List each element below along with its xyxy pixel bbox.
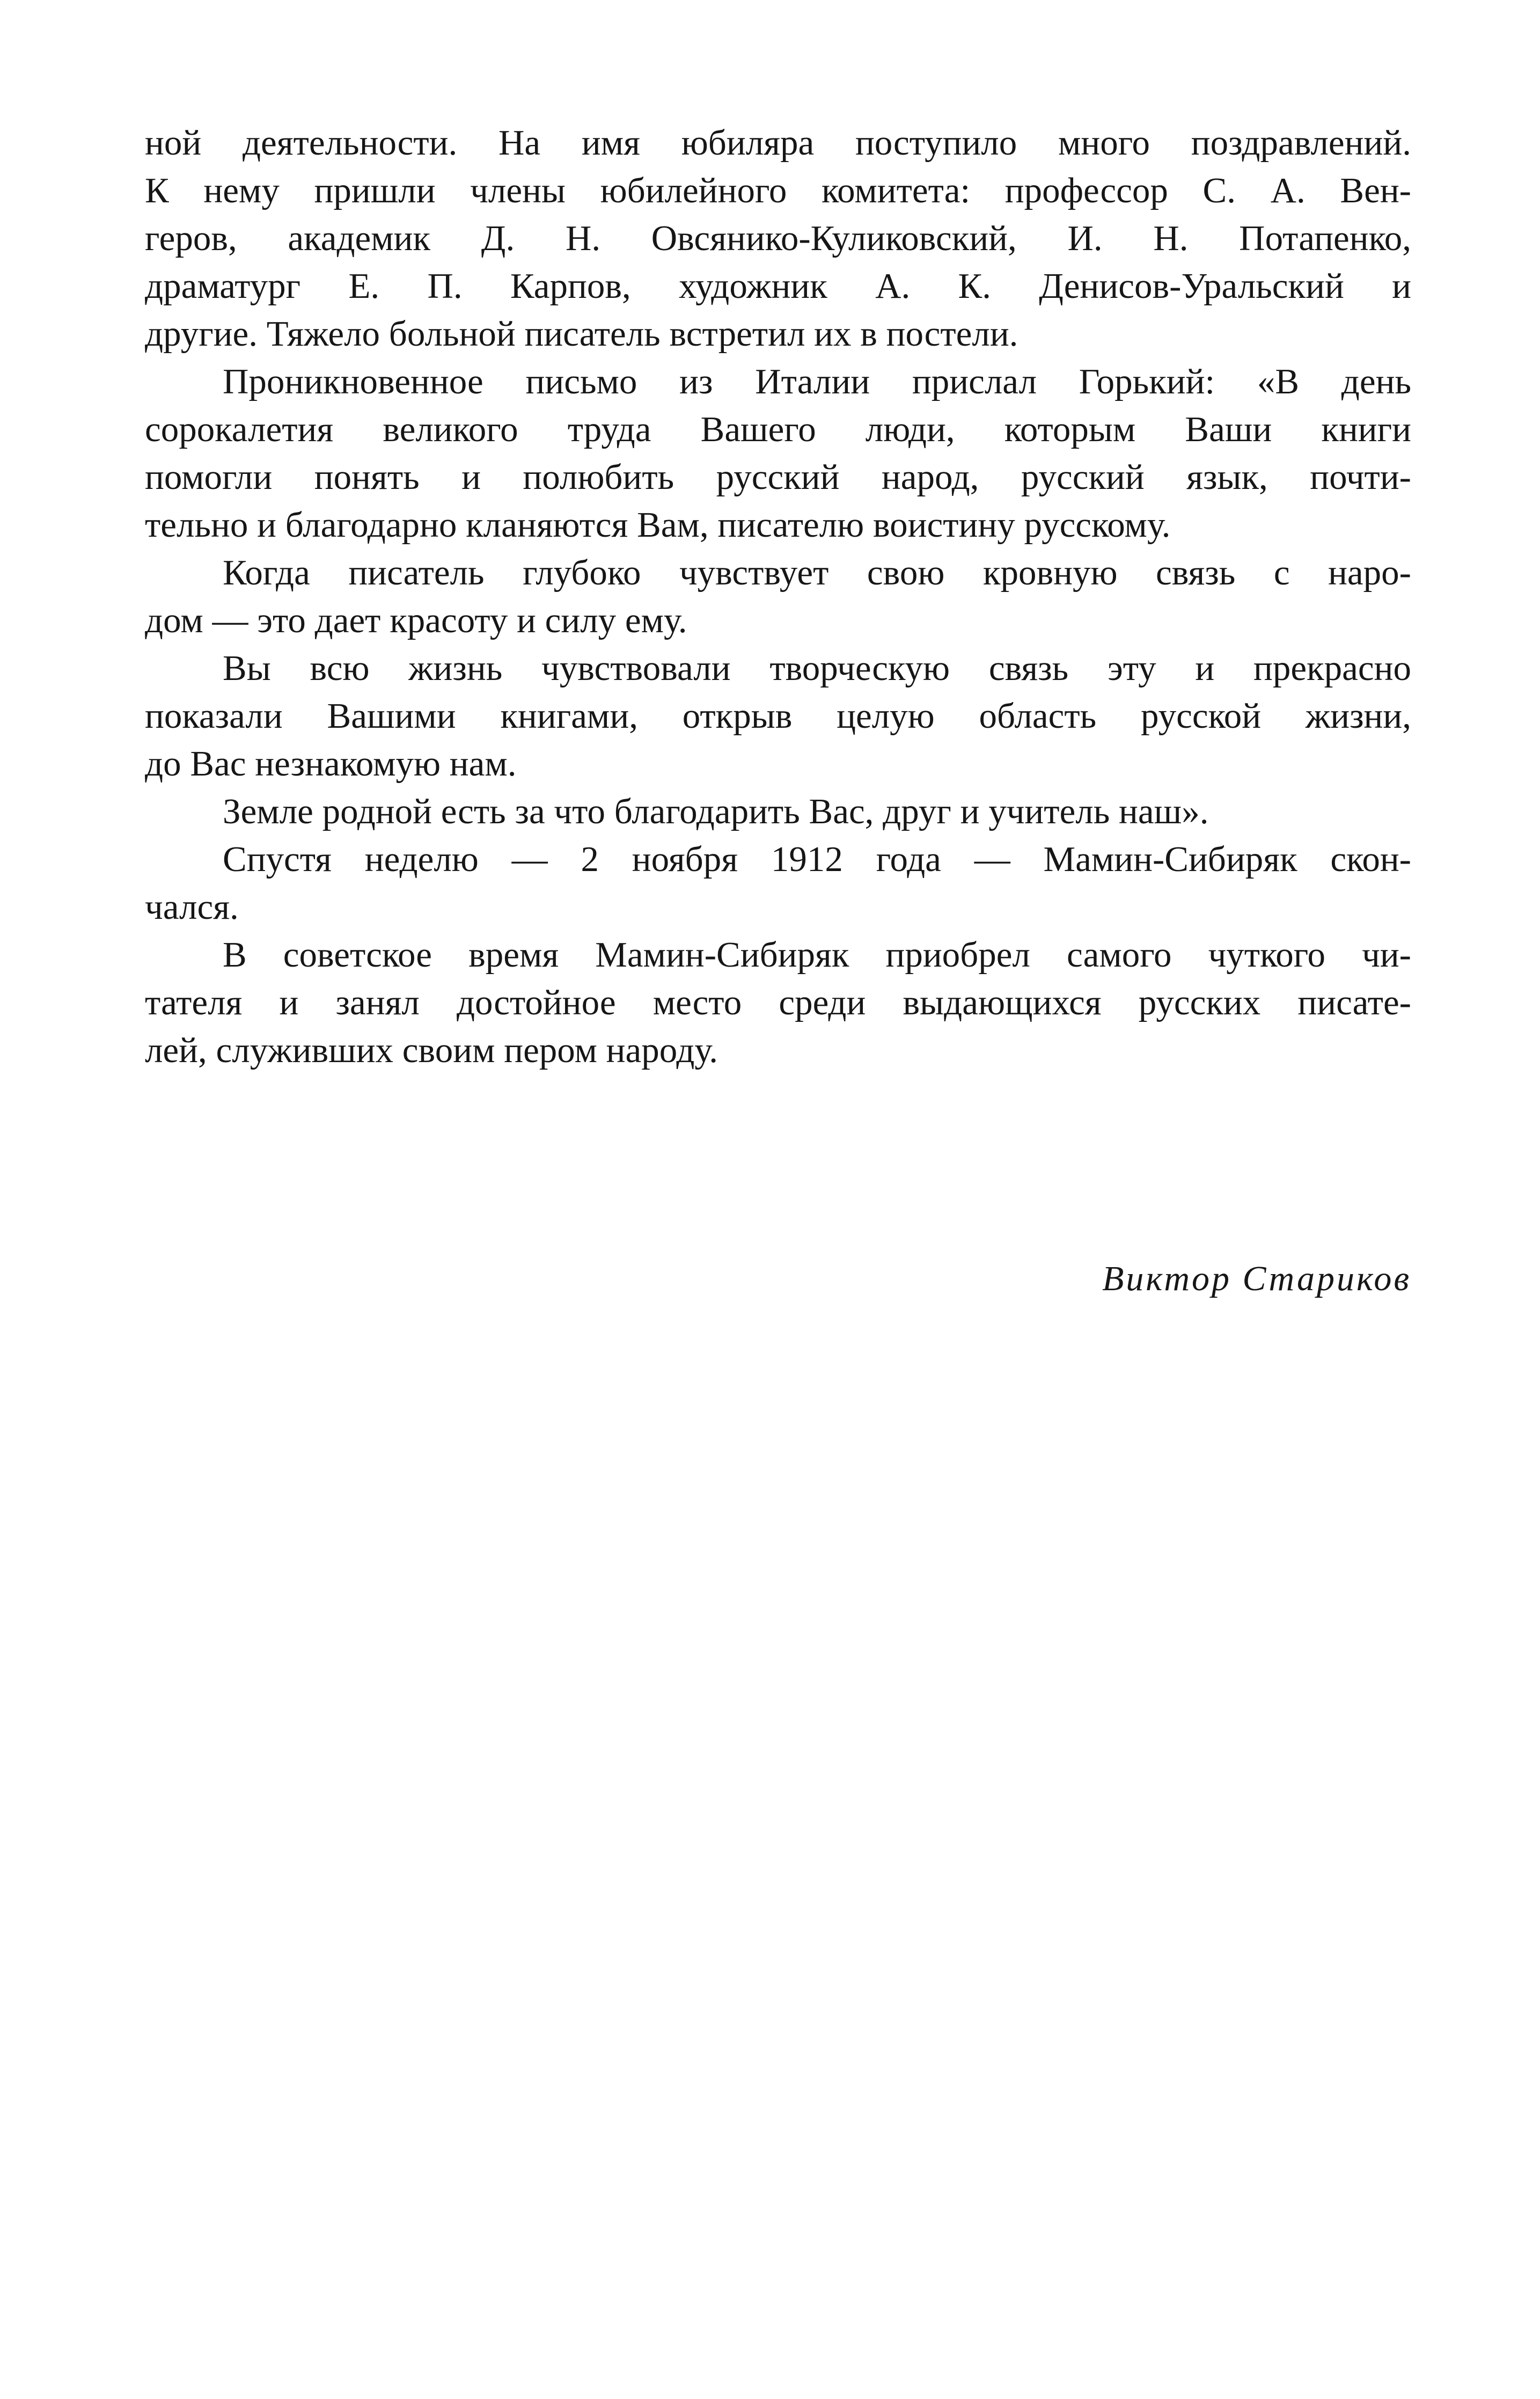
text-line: В советское время Мамин-Сибиряк приобрел самого чуткого чи-: [223, 935, 1411, 975]
paragraph-death: [145, 836, 1411, 931]
text-line: драматург Е. П. Карпов, художник А. К. Денисов-Уральский и: [145, 266, 1411, 306]
text-line: чался.: [145, 887, 239, 927]
text-line: помогли понять и полюбить русский народ, русский язык, почти-: [145, 457, 1411, 497]
text-line: другие. Тяжело больной писатель встретил их в постели.: [145, 314, 1018, 354]
text-line: показали Вашими книгами, открыв целую область русской жизни,: [145, 696, 1411, 736]
paragraph-connection: [145, 549, 1411, 645]
text-line: тельно и благодарно кланяются Вам, писателю воистину русскому.: [145, 505, 1171, 545]
paragraph-jubilee: [145, 119, 1411, 358]
paragraph-gorky-letter: [145, 358, 1411, 549]
text-line: ной деятельности. На имя юбиляра поступило много поздравлений.: [145, 123, 1411, 163]
text-line: сорокалетия великого труда Вашего люди, которым Ваши книги: [145, 409, 1411, 449]
text-line: до Вас незнакомую нам.: [145, 744, 517, 784]
text-line: К нему пришли члены юбилейного комитета: профессор С. А. Вен-: [145, 171, 1411, 210]
text-line: дом — это дает красоту и силу ему.: [145, 601, 687, 640]
paragraph-native-land: [145, 788, 1411, 836]
article-page: [145, 119, 1411, 1298]
paragraph-soviet-era: [145, 931, 1411, 1074]
text-line: лей, служивших своим пером народу.: [145, 1030, 718, 1070]
text-line: Проникновенное письмо из Италии прислал Горький: «В день: [223, 362, 1411, 401]
text-line: тателя и занял достойное место среди выдающихся русских писате-: [145, 983, 1411, 1022]
text-line: Когда писатель глубоко чувствует свою кровную связь с наро-: [223, 553, 1411, 593]
paragraph-creative-bond: [145, 645, 1411, 788]
text-line: Земле родной есть за что благодарить Вас, друг и учитель наш».: [223, 792, 1209, 831]
text-line: Спустя неделю — 2 ноября 1912 года — Мамин-Сибиряк скон-: [223, 839, 1411, 879]
author-signature: Виктор Стариков: [1102, 1259, 1411, 1298]
text-line: Вы всю жизнь чувствовали творческую связь эту и прекрасно: [223, 648, 1411, 688]
text-line: геров, академик Д. Н. Овсянико-Куликовский, И. Н. Потапенко,: [145, 218, 1411, 258]
